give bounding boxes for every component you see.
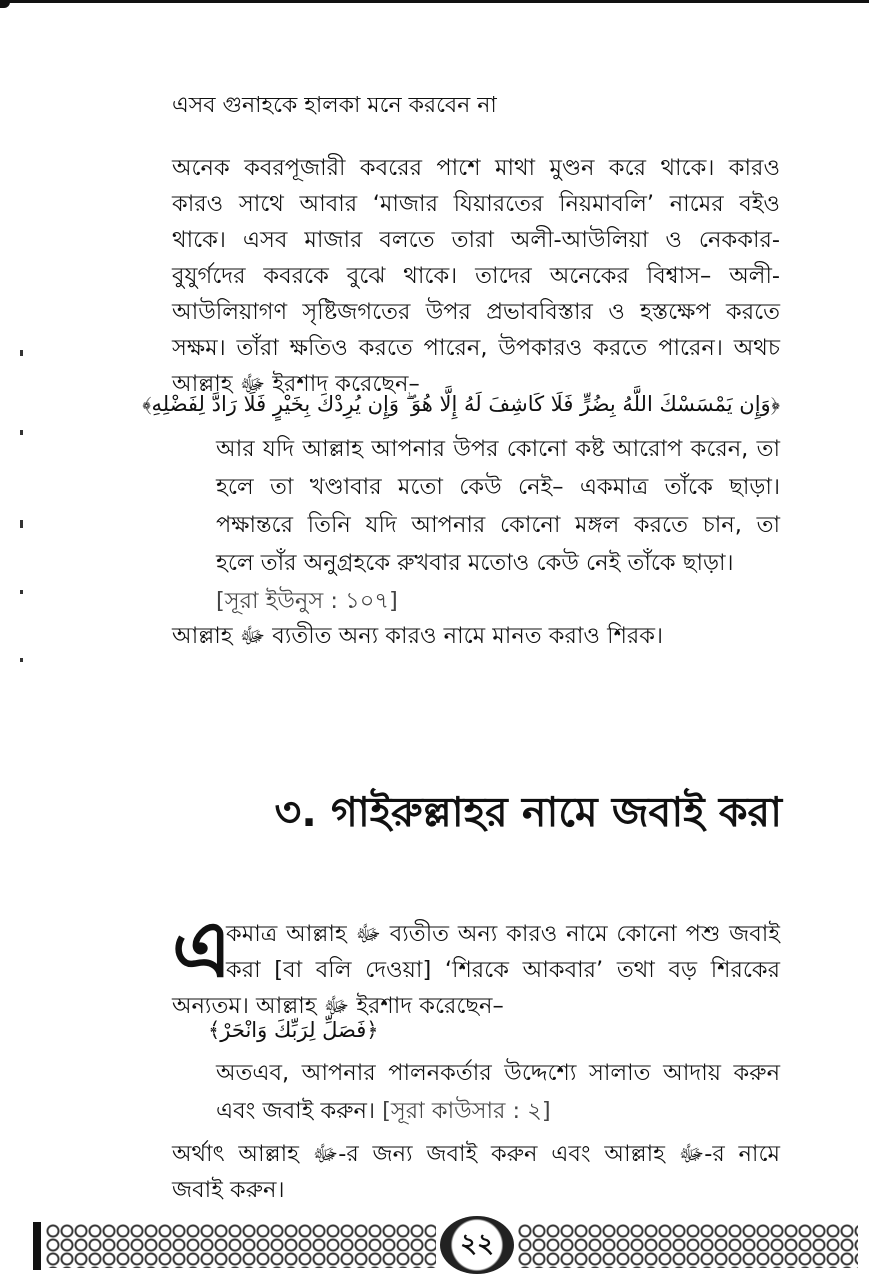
text-line: কমাত্র আল্লাহ ﷻ ব্যতীত অন্য কারও নামে কোনো পশু জবাই — [226, 921, 780, 947]
page-footer — [0, 1218, 869, 1273]
text-line: হলে তা খণ্ডাবার মতো কেউ নেই– একমাত্র তাঁকে ছাড়া। — [216, 474, 780, 500]
arabic-verse: ﴿وَإِن يَمْسَسْكَ اللَّهُ بِضُرٍّ فَلَا كَاشِفَ لَهُ إِلَّا هُوَ ۖ وَإِن يُرِدْكَ بِخَيْرٍ فَلَا رَادَّ لِفَضْلِهِ﴾ — [142, 392, 780, 416]
closing-paragraph — [172, 1136, 780, 1208]
running-title: এসব গুনাহকে হালকা মনে করবেন না — [172, 93, 497, 118]
text-line: এবং জবাই করুন। — [216, 1098, 375, 1124]
text-line: বুযুর্গদের কবরকে বুঝে থাকে। তাদের অনেকের বিশ্বাস– অলী- — [172, 263, 780, 289]
text-line: করা [বা বলি দেওয়া] ‘শিরকে আকবার’ তথা বড় শিরকের — [226, 957, 780, 983]
text-line: আল্লাহ ﷻ ইরশাদ করেছেন– — [172, 371, 420, 397]
text-line: সক্ষম। তাঁরা ক্ষতিও করতে পারেন, উপকারও করতে পারেন। অথচ — [172, 335, 780, 361]
page-number: ২২ — [440, 1216, 514, 1274]
arabic-verse: ﴿فَصَلِّ لِرَبِّكَ وَانْحَرْ﴾ — [208, 1018, 379, 1042]
closing-line — [172, 618, 780, 654]
margin-marks — [20, 340, 24, 670]
text-line: হলে তাঁর অনুগ্রহকে রুখবার মতোও কেউ নেই তাঁকে ছাড়া। — [216, 550, 734, 576]
verse-reference: [সূরা কাউসার : ২] — [382, 1098, 551, 1124]
verse-translation — [216, 430, 780, 620]
text-line: পক্ষান্তরে তিনি যদি আপনার কোনো মঙ্গল করতে চান, তা — [216, 512, 780, 538]
body-paragraph — [172, 150, 780, 402]
verse-reference: [সূরা ইউনুস : ১০৭] — [216, 588, 398, 614]
text-line: জবাই করুন। — [172, 1177, 285, 1203]
text-line: অর্থাৎ আল্লাহ ﷻ-র জন্য জবাই করুন এবং আল্লাহ ﷻ-র নামে — [172, 1141, 780, 1167]
text-line: অতএব, আপনার পালনকর্তার উদ্দেশ্যে সালাত আদায় করুন — [216, 1060, 780, 1086]
text-line: আল্লাহ ﷻ ব্যতীত অন্য কারও নামে মানত করাও শিরক। — [172, 623, 664, 649]
top-rule — [0, 0, 869, 3]
corner-mark — [0, 0, 10, 8]
text-line: অনেক কবরপূজারী কবরের পাশে মাথা মুণ্ডন করে থাকে। কারও — [172, 155, 780, 181]
text-line: আউলিয়াগণ সৃষ্টিজগতের উপর প্রভাববিস্তার ও হস্তক্ষেপ করতে — [172, 299, 780, 325]
verse-translation — [216, 1054, 780, 1130]
intro-paragraph-1 — [226, 916, 780, 988]
text-line: আর যদি আল্লাহ আপনার উপর কোনো কষ্ট আরোপ করেন, তা — [216, 436, 780, 462]
text-line: অন্যতম। আল্লাহ ﷻ ইরশাদ করেছেন– — [172, 993, 504, 1019]
chapter-title: ৩. গাইরুল্লাহর নামে জবাই করা — [274, 788, 782, 836]
footer-bar — [33, 1222, 41, 1270]
text-line: থাকে। এসব মাজার বলতে তারা অলী-আউলিয়া ও নেককার- — [172, 227, 780, 253]
drop-cap: এ — [172, 904, 232, 995]
text-line: কারও সাথে আবার ‘মাজার যিয়ারতের নিয়মাবলি’ নামের বইও — [172, 191, 780, 217]
footer-ornament — [46, 1224, 436, 1268]
footer-ornament — [518, 1224, 858, 1268]
